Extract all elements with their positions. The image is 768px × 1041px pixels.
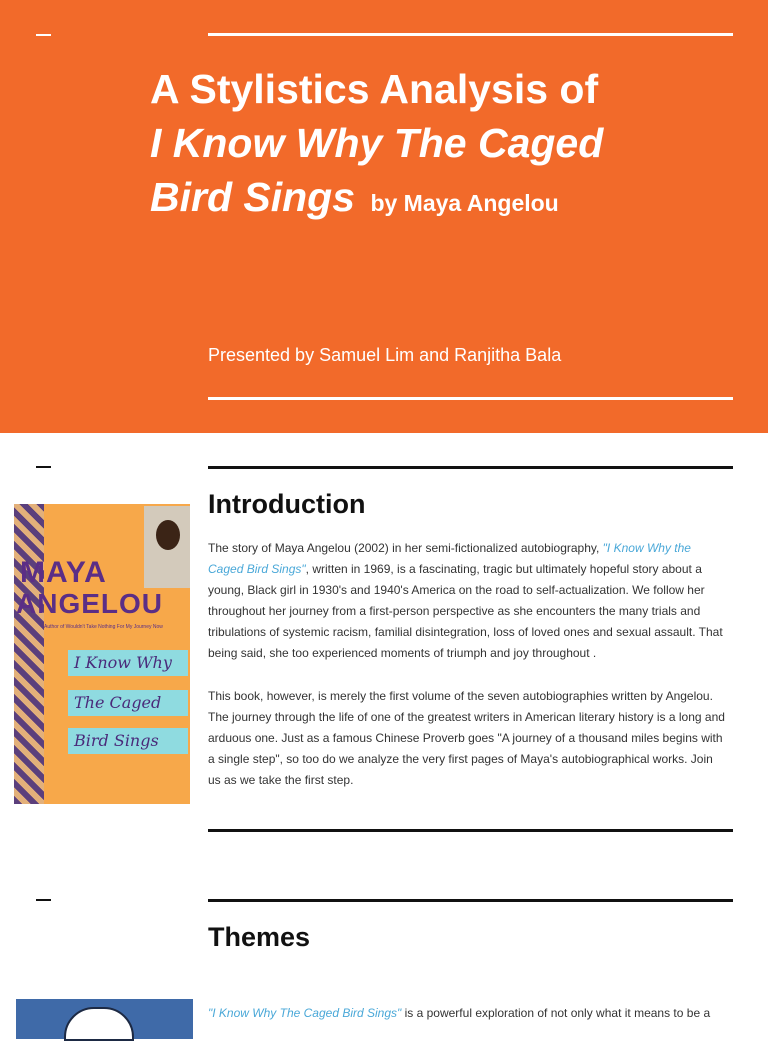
title-line-3: Bird Sings [150, 174, 356, 220]
cover-blurb: Author of Wouldn't Take Nothing For My Journey Now [44, 624, 163, 630]
introduction-paragraph-2: This book, however, is merely the first volume of the seven autobiographies written by Angelou. The journey through the life of one of the greatest writers in American literary history is a long and arduous one. Just as a famous Chinese Proverb goes "A journey of a thousand miles begins with a single step", so too do we analyze the very first pages of Maya's autobiographical works. Join us as we take the first step. [208, 689, 725, 787]
section-dash [36, 34, 51, 36]
themes-paragraph-1 [208, 1003, 728, 1024]
themes-image [16, 999, 193, 1039]
themes-top-rule [208, 899, 733, 902]
intro-bottom-rule [208, 829, 733, 832]
book-title-link[interactable]: "I Know Why The Caged Bird Sings" [208, 1006, 402, 1020]
themes-heading: Themes [208, 922, 311, 952]
presenters: Presented by Samuel Lim and Ranjitha Bala [208, 345, 562, 365]
book-title-link[interactable]: "I Know Why the Caged Bird Sings" [208, 541, 691, 576]
cover-name-last: ANGELOU [16, 588, 163, 619]
book-cover-image [14, 504, 190, 804]
hero-top-rule [208, 33, 733, 36]
title-line-2: I Know Why The Caged [150, 120, 604, 166]
hero-bottom-rule [208, 397, 733, 400]
introduction-heading: Introduction [208, 489, 366, 519]
cover-name-first: MAYA [20, 556, 107, 589]
author-photo [144, 506, 190, 588]
section-dash [36, 466, 51, 468]
page-title [150, 62, 750, 230]
cover-pattern [14, 504, 44, 804]
intro-text: , written in 1969, is a fascinating, tragic but ultimately hopeful story about a young, Black girl in 1930's and 1940's America on the road to self-actualization. We follow her throughout her journey from a first-person perspective as she encounters the many trials and tribulations of systemic racism, familial disintegration, loss of loved ones and sexual assault. That being said, she too experienced moments of triumph and joy throughout . [208, 562, 723, 660]
title-line-1: A Stylistics Analysis of [150, 66, 599, 112]
hero-banner [0, 0, 768, 433]
themes-text: is a powerful exploration of not only what it means to be a [401, 1006, 711, 1020]
intro-top-rule [208, 466, 733, 469]
section-dash [36, 899, 51, 901]
cover-title-2: The Caged [68, 690, 188, 716]
introduction-paragraph-1 [208, 538, 728, 664]
cloud-illustration [64, 1007, 134, 1041]
cover-title-3: Bird Sings [68, 728, 188, 754]
title-author: by Maya Angelou [370, 190, 559, 216]
cover-title-1: I Know Why [68, 650, 188, 676]
intro-text: The story of Maya Angelou (2002) in her semi-fictionalized autobiography, [208, 541, 603, 555]
